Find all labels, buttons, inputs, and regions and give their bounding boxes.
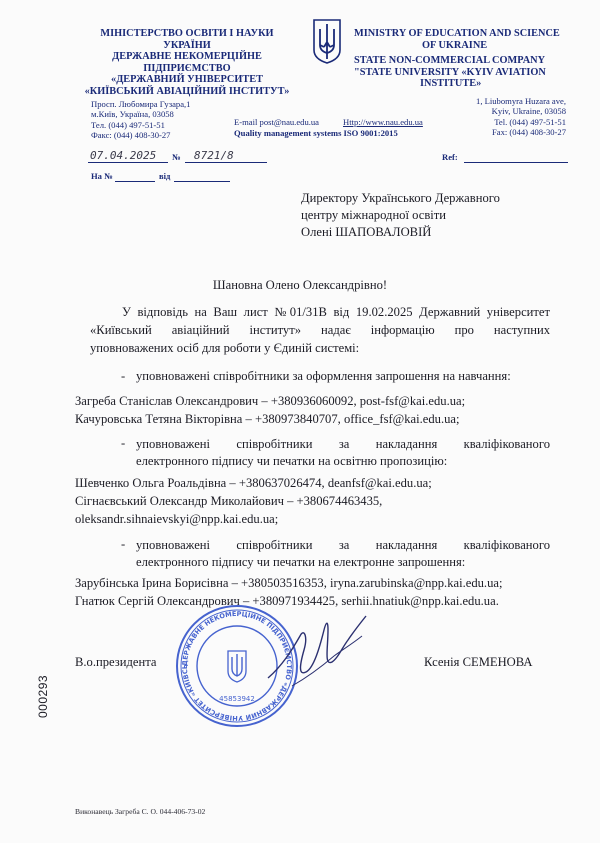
header-ua-addr1: Просп. Любомира Гузара,1 — [91, 99, 191, 109]
section2-title — [136, 436, 550, 470]
footer-executor: Виконавець Загреба С. О. 044-406-73-02 — [75, 807, 206, 816]
section2-person1: Шевченко Ольга Роальдівна – +380637026474, deanfsf@kai.edu.ua; — [75, 476, 432, 490]
header-en-tel: Tel. (044) 497-51-51 — [494, 116, 566, 127]
header-ua-fax: Факс: (044) 408-30-27 — [91, 130, 171, 141]
section3-bullet: - — [121, 537, 126, 551]
outgoing-date: 07.04.2025 — [90, 149, 157, 162]
incoming-number-label: На № — [91, 171, 113, 181]
header-en-block — [354, 28, 566, 90]
header-en-address — [430, 96, 566, 138]
intro-paragraph — [90, 303, 550, 357]
outgoing-number-label: № — [172, 152, 181, 162]
coat-of-arms-icon — [311, 17, 343, 65]
header-ua-line4: ПІДПРИЄМСТВО — [143, 62, 231, 74]
header-website: Http://www.nau.edu.ua — [343, 117, 423, 127]
section2-bullet: - — [121, 436, 126, 450]
header-en-fax: Fax: (044) 408-30-27 — [492, 127, 566, 138]
signatory-title: В.о.президента — [75, 655, 157, 669]
section1-person2: Качуровська Тетяна Вікторівна – +380973840707, office_fsf@kai.edu.ua; — [75, 412, 460, 426]
section3-person1: Зарубінська Ірина Борисівна – +380503516353, iryna.zarubinska@npp.kai.edu.ua; — [75, 576, 503, 590]
ref-label: Ref: — [442, 152, 458, 162]
section3-title-line1: уповноважені співробітники за накладання кваліфікованого — [136, 538, 550, 552]
header-ua-block — [82, 28, 292, 98]
stamp-code: 45853942 — [219, 695, 255, 703]
section3-title-line2: електронного підпису чи печатки на електронне запрошення: — [136, 555, 466, 569]
section1-person1: Загреба Станіслав Олександрович – +380936060092, post-fsf@kai.edu.ua; — [75, 394, 466, 408]
header-en-line4: "STATE UNIVERSITY «KYIV AVIATION — [354, 66, 546, 78]
incoming-date-label: від — [159, 171, 171, 181]
header-ua-line6: «КИЇВСЬКИЙ АВІАЦІЙНИЙ ІНСТИТУТ» — [84, 85, 290, 97]
section2-title-line1: уповноважені співробітники за накладання кваліфікованого — [136, 437, 550, 451]
section1-bullet: - — [121, 369, 126, 383]
header-ua-line2: УКРАЇНИ — [163, 39, 211, 51]
handwritten-signature — [262, 606, 372, 696]
header-quality: Quality management systems ISO 9001:2015 — [234, 128, 398, 138]
outgoing-number: 8721/8 — [194, 149, 234, 162]
stamp-ring-text: ДЕРЖАВНЕ НЕКОМЕРЦІЙНЕ ПІДПРИЄМСТВО «ДЕРЖАВНИЙ УНІВЕРСИТЕТ «КИЇВСЬ — [180, 609, 294, 723]
addressee-line1: Директору Українського Державного — [301, 191, 500, 205]
header-email: E-mail post@nau.edu.ua — [234, 117, 319, 127]
section2-persons — [75, 474, 432, 528]
section2-person2: Сігнаєвський Олександр Миколайович – +380674463435, — [75, 494, 383, 508]
header-ua-tel: Тел. (044) 497-51-51 — [91, 119, 165, 130]
header-ua-addr2: м.Київ, Україна, 03058 — [91, 109, 174, 120]
section3-title — [136, 537, 550, 571]
header-ua-line1: МІНІСТЕРСТВО ОСВІТИ І НАУКИ — [100, 28, 274, 39]
header-en-line1: MINISTRY OF EDUCATION AND SCIENCE — [354, 28, 560, 39]
section3-person2: Гнатюк Сергій Олександрович – +380971934425, serhii.hnatiuk@npp.kai.edu.ua. — [75, 594, 499, 608]
header-en-line2: OF UKRAINE — [422, 39, 488, 51]
stamp-trident-icon — [228, 651, 246, 682]
addressee-line2: центру міжнародної освіти — [301, 208, 447, 222]
header-ua-line3: ДЕРЖАВНЕ НЕКОМЕРЦІЙНЕ — [112, 51, 262, 63]
salutation: Шановна Олено Олександрівно! — [212, 278, 388, 292]
section1-title: уповноважені співробітники за оформлення запрошення на навчання: — [136, 369, 511, 383]
section1-persons — [75, 392, 465, 428]
signatory-name: Ксенія СЕМЕНОВА — [424, 655, 533, 669]
side-registration-number: 000293 — [36, 674, 50, 718]
header-ua-line5: «ДЕРЖАВНИЙ УНІВЕРСИТЕТ — [111, 74, 263, 86]
header-en-line5: INSTITUTE» — [420, 78, 482, 90]
header-en-addr1: 1, Liubomyra Huzara ave, — [476, 96, 566, 106]
addressee-line3: Олені ШАПОВАЛОВІЙ — [301, 225, 432, 239]
intro-line1: У відповідь на Ваш лист №01/31В від 19.02.2025 Державний університет — [122, 305, 550, 319]
intro-line2: «Київський авіаційний інститут» надає інформацію про наступних — [90, 323, 550, 337]
header-ua-address — [91, 99, 251, 141]
header-en-addr2: Kyiv, Ukraine, 03058 — [491, 106, 566, 117]
addressee — [301, 190, 500, 241]
section2-title-line2: електронного підпису чи печатки на освітню пропозицію: — [136, 454, 448, 468]
header-en-line3: STATE NON-COMMERCIAL COMPANY — [354, 55, 546, 67]
section2-person2-email: oleksandr.sihnaievskyi@npp.kai.edu.ua; — [75, 512, 279, 526]
intro-line3: уповноважених осіб для роботи у Єдиній системі: — [90, 341, 360, 355]
